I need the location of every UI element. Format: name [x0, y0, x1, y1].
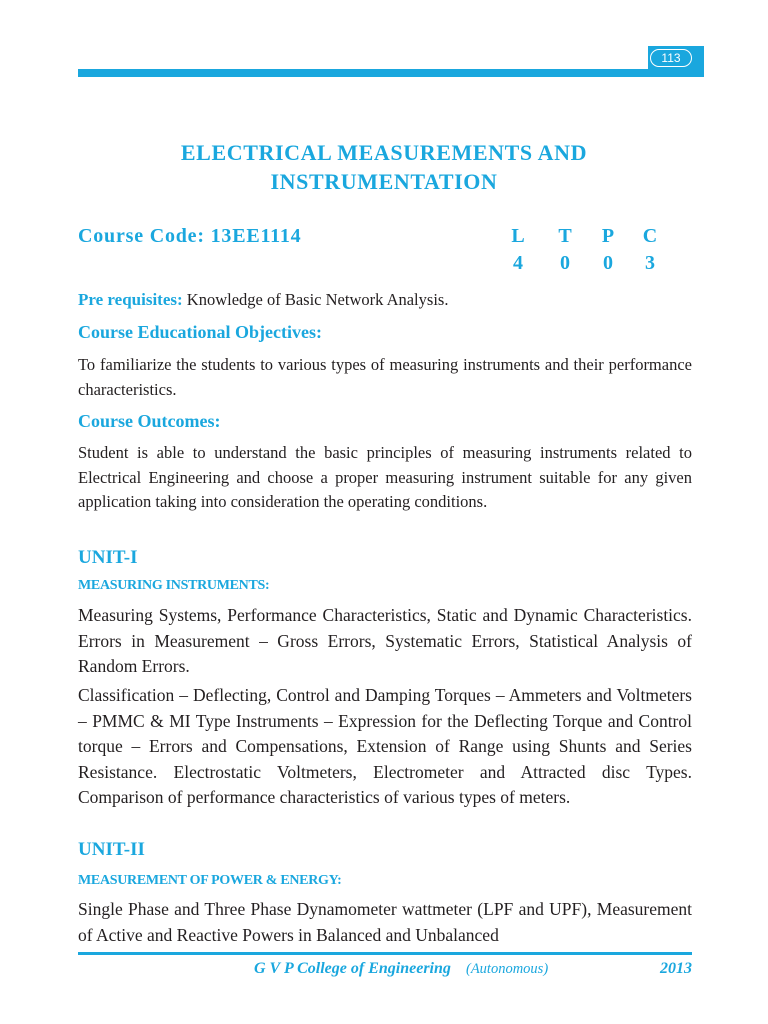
ltpc-value-t: 0	[560, 252, 570, 274]
unit1-heading: UNIT-I	[78, 547, 138, 568]
course-title: ELECTRICAL MEASUREMENTS AND INSTRUMENTATION	[180, 140, 588, 194]
unit1-subheading: MEASURING INSTRUMENTS:	[78, 578, 270, 593]
outcomes-heading: Course Outcomes:	[78, 411, 221, 431]
ltpc-value-l: 4	[513, 252, 523, 274]
course-code: Course Code: 13EE1114	[78, 225, 302, 247]
ltpc-header-l: L	[511, 225, 525, 247]
unit2-paragraph-1: Single Phase and Three Phase Dynamometer wattmeter (LPF and UPF), Measurement of Active and Reactive Powers in Balanced and Unbalanced	[78, 899, 692, 945]
unit2-subheading: MEASUREMENT OF POWER & ENERGY:	[78, 873, 342, 888]
ltpc-header-t: T	[558, 225, 572, 247]
objectives-heading: Course Educational Objectives:	[78, 322, 322, 342]
footer-autonomous: (Autonomous)	[466, 961, 549, 977]
ltpc-header-c: C	[642, 225, 658, 247]
prerequisites	[78, 290, 448, 310]
ltpc-value-p: 0	[603, 252, 613, 274]
unit1-paragraph-1: Measuring Systems, Performance Characteristics, Static and Dynamic Characteristics. Errors in Measurement – Gross Errors, Systematic Errors, Statistical Analysis of Random Errors.	[78, 605, 692, 676]
footer	[78, 960, 692, 982]
footer-rule	[78, 952, 692, 955]
footer-year: 2013	[660, 960, 692, 977]
footer-college-name: G V P College of Engineering	[254, 960, 451, 977]
prerequisites-label: Pre requisites:	[78, 290, 183, 309]
prerequisites-text: Knowledge of Basic Network Analysis.	[182, 290, 449, 309]
unit2-heading: UNIT-II	[78, 839, 145, 860]
unit1-paragraph-2: Classification – Deflecting, Control and Damping Torques – Ammeters and Voltmeters – PMMC & MI Type Instruments – Expression for the Deflecting Torque and Control torque – Errors and Compensations, Extension of Range using Shunts and Series Resistance. Electrostatic Voltmeters, Electrometer and Attracted disc Types. Comparison of performance characteristics of various types of meters.	[78, 685, 692, 807]
page-number: 113	[650, 49, 692, 67]
objectives-text: To familiarize the students to various types of measuring instruments and their performance characteristics.	[78, 355, 692, 399]
ltpc-header-p: P	[601, 225, 615, 247]
header-rule	[78, 69, 704, 77]
outcomes-text: Student is able to understand the basic principles of measuring instruments related to Electrical Engineering and choose a proper measuring instrument suitable for any given application taking into consideration the operating conditions.	[78, 443, 692, 511]
ltpc-value-c: 3	[645, 252, 655, 274]
